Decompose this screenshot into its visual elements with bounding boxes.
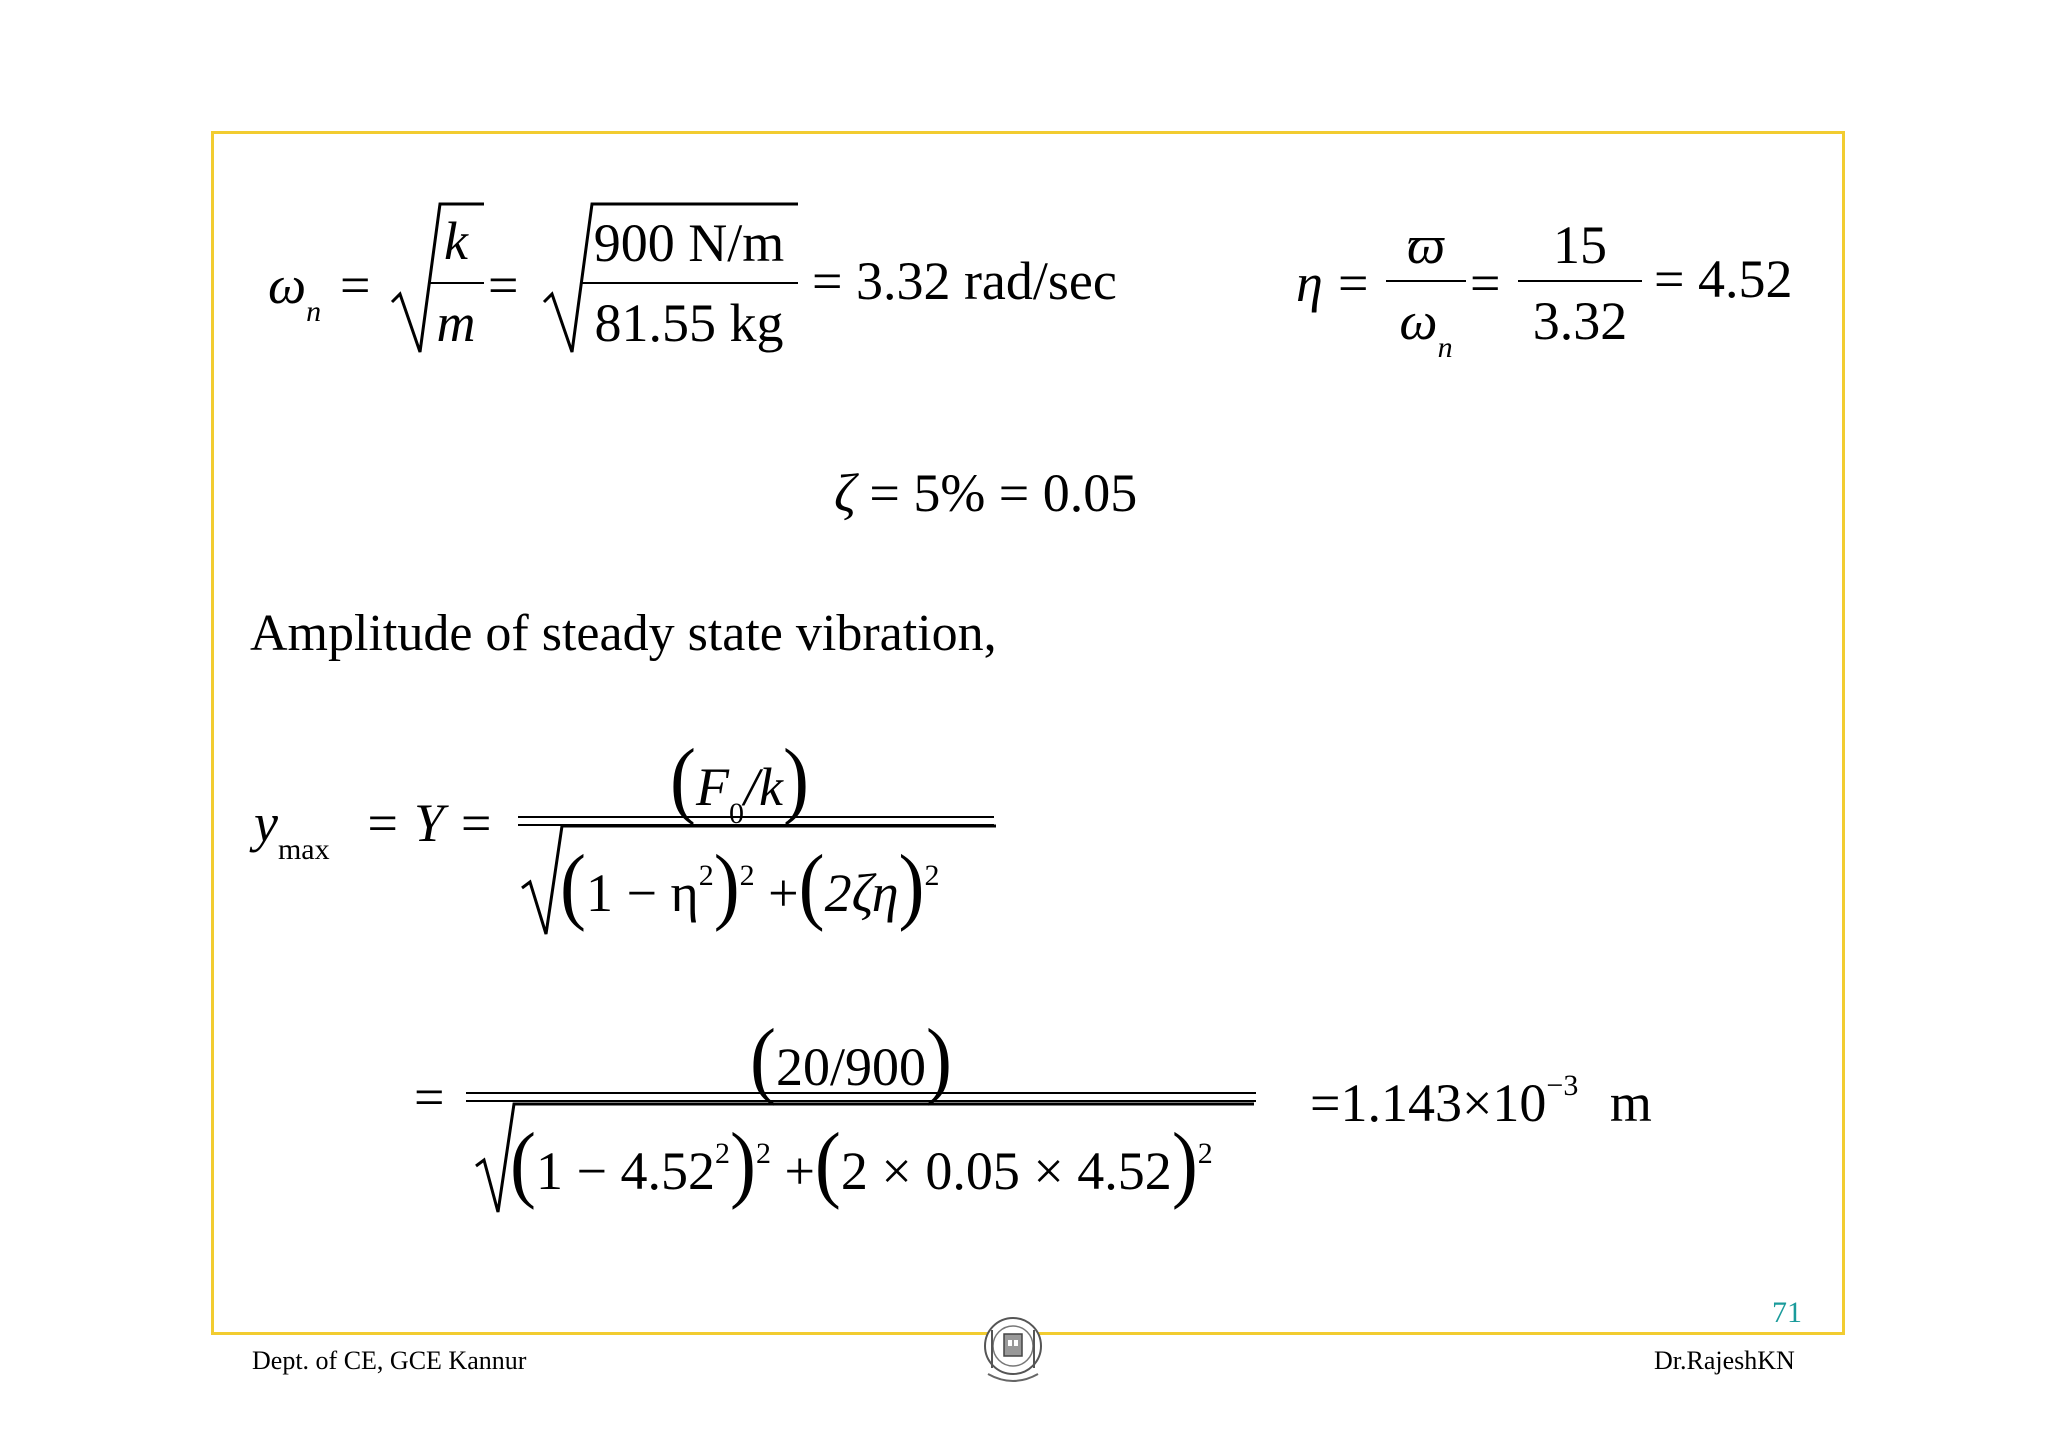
sentence-amplitude: Amplitude of steady state vibration, — [250, 605, 997, 662]
eta-symbol: η — [1296, 253, 1323, 313]
eta-result: = 4.52 — [1654, 249, 1793, 309]
denominator-terms: $(1 - 4.52^2)^2 +(2 \times 0.05 \times 4.52)^2$ — [510, 1114, 1213, 1211]
fraction-bar — [466, 1092, 1256, 1094]
page-number: 71 — [1772, 1296, 1802, 1329]
equals-sign: = — [1338, 253, 1369, 313]
equals-sign: = — [340, 255, 371, 315]
denominator-terms: $(1 - \eta^2)^2 +(2\zeta\eta)^2$ — [560, 836, 940, 933]
college-logo-icon — [980, 1308, 1046, 1390]
equals-Y-equals: = Y = — [364, 793, 494, 853]
equals-sign: = — [488, 255, 519, 315]
numerator-20-over-900: (20/900) — [750, 1010, 952, 1107]
equation-damping-ratio: ζ = 5% = 0.05 — [834, 463, 1138, 523]
footer-department: Dept. of CE, GCE Kannur — [252, 1346, 527, 1375]
equals-sign: = — [414, 1067, 445, 1127]
equals-sign: = — [1470, 253, 1501, 313]
amplitude-result: $=1.143\times 10^{-3}$ m — [1310, 1069, 1652, 1133]
fraction-15-over-3-32: 15 3.32 — [1518, 204, 1642, 364]
fraction-bar — [518, 816, 994, 818]
omega-n-symbol: $\omega_n$ — [268, 255, 322, 328]
numerator-F0-over-k: $(F_0/k)$ — [670, 730, 809, 830]
footer-author: Dr.RajeshKN — [1654, 1346, 1795, 1375]
y-max-symbol: $y_{max}$ — [254, 793, 330, 866]
fraction-varpi-over-omega-n: ϖ $\omega_n$ — [1386, 204, 1466, 364]
omega-result: = 3.32 rad/sec — [812, 251, 1117, 311]
